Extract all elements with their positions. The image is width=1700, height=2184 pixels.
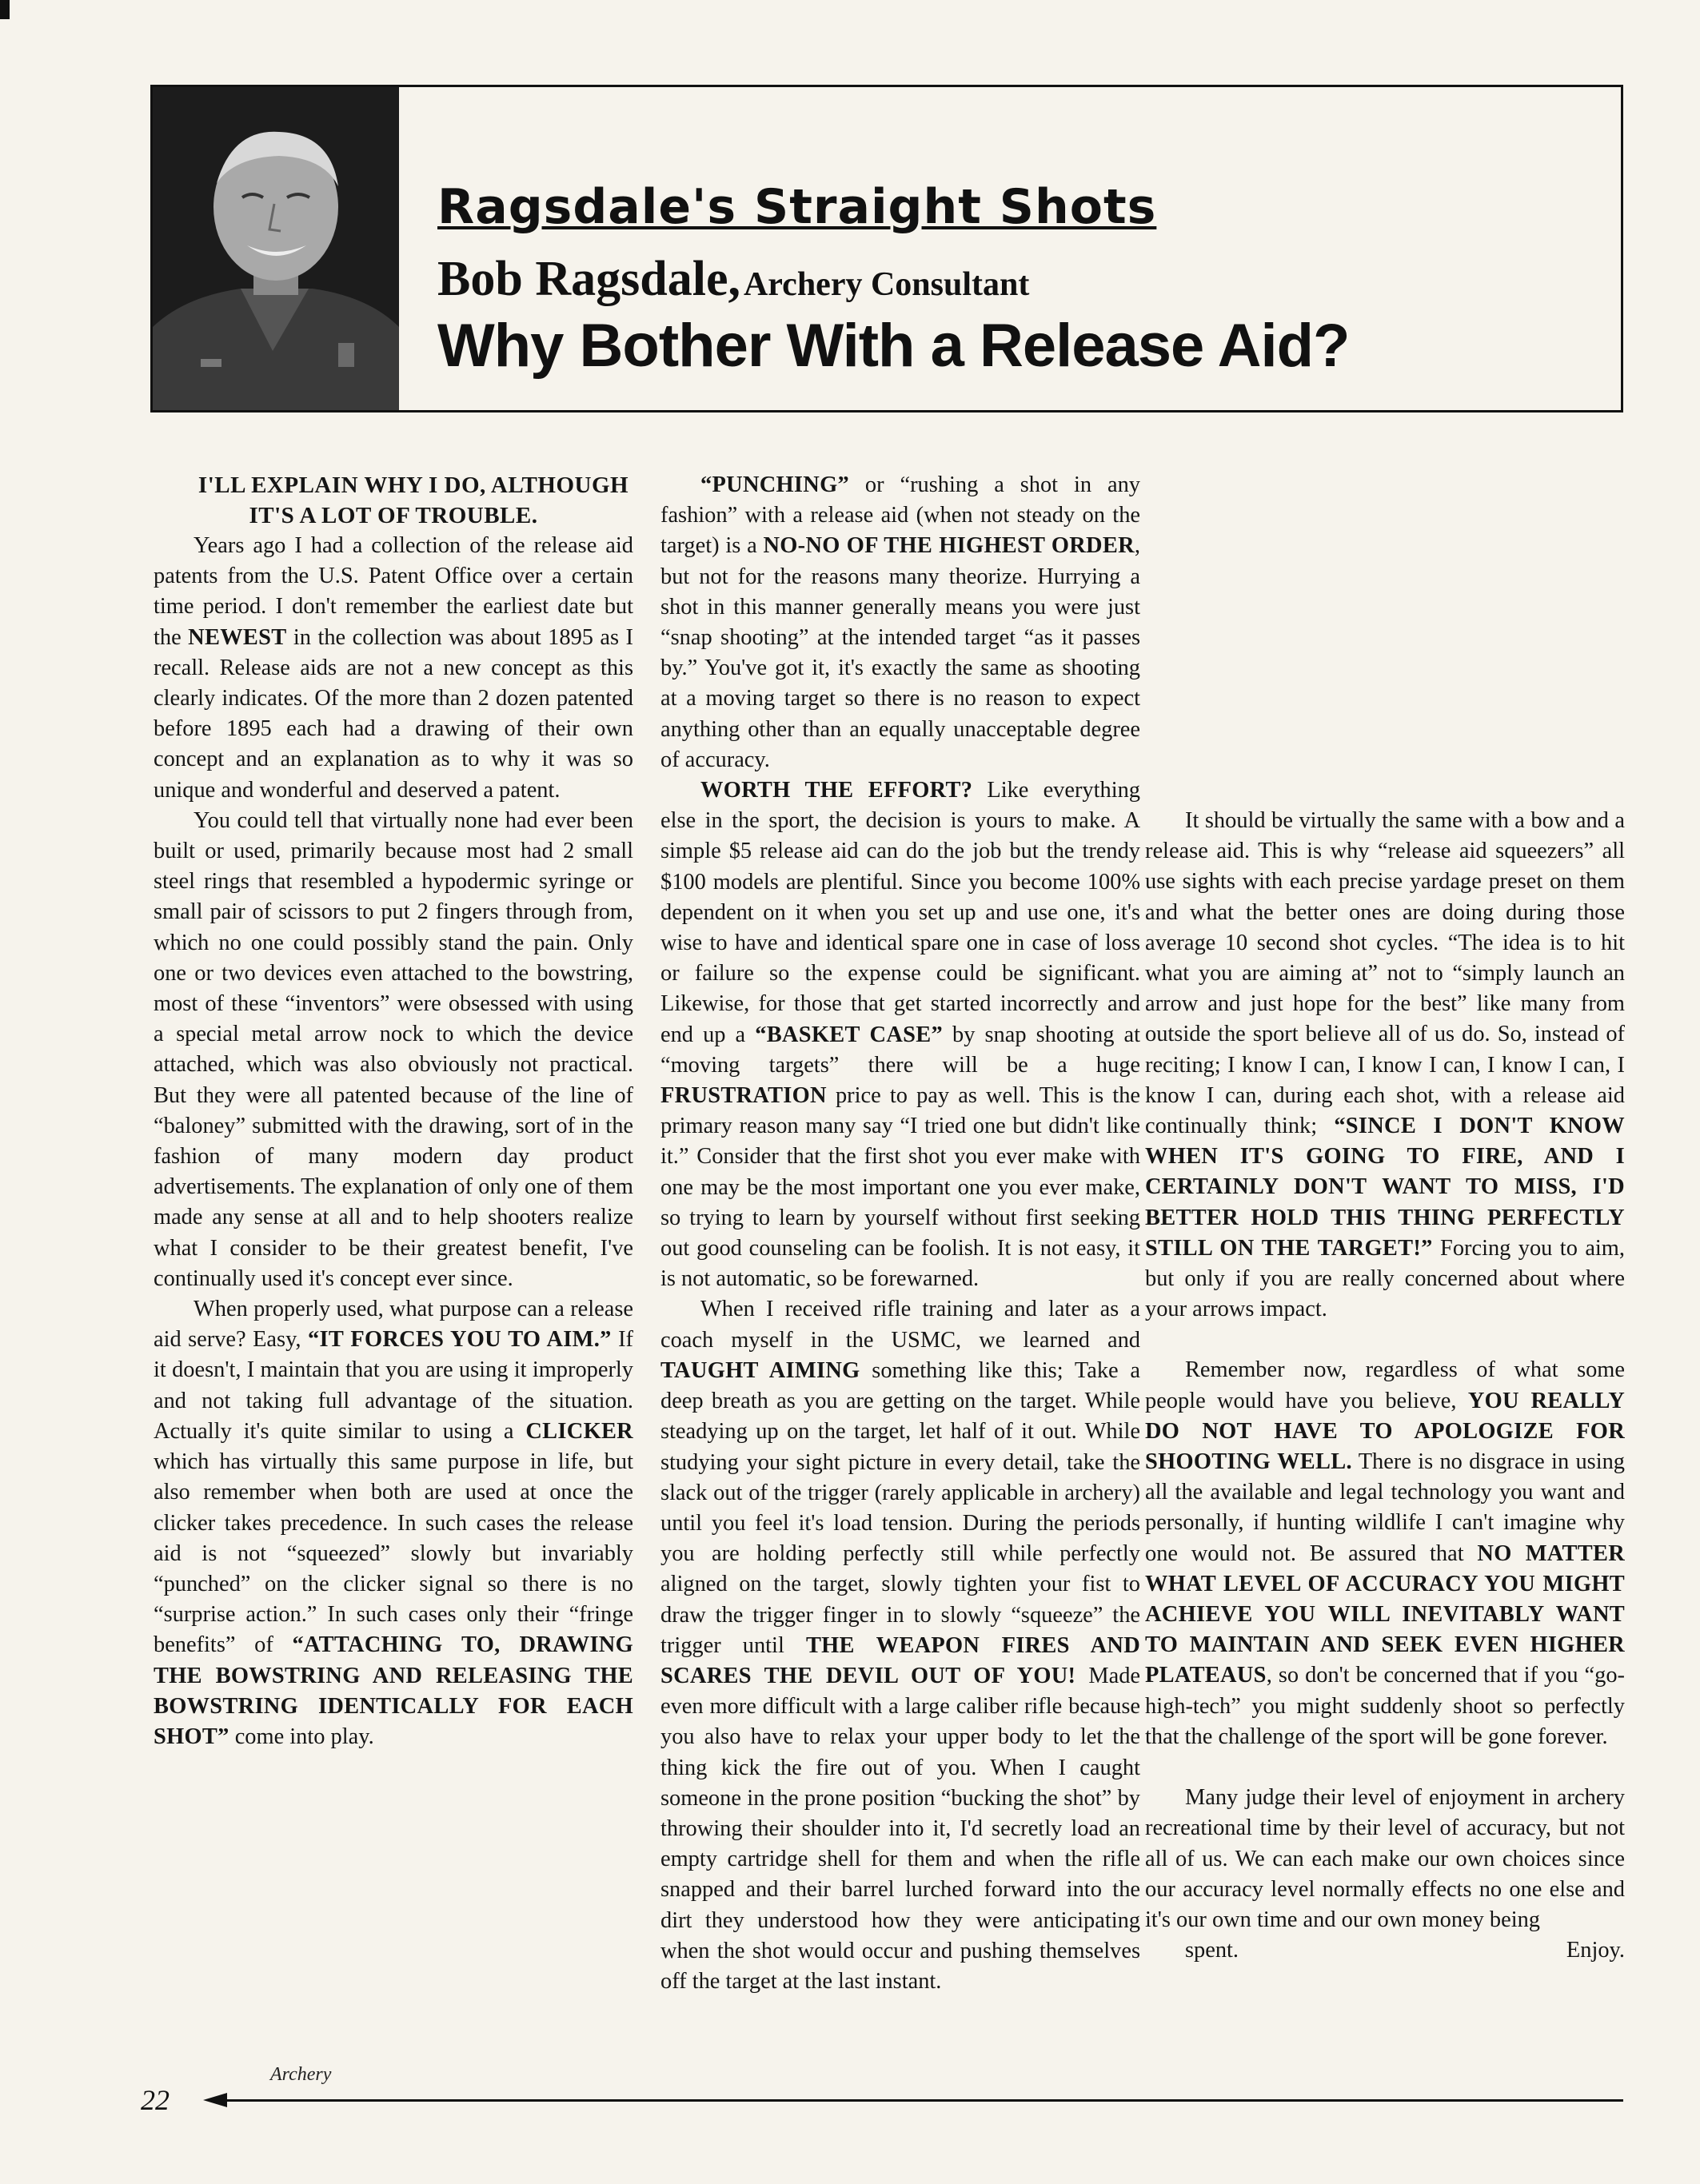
column-title: Ragsdale's Straight Shots — [437, 179, 1157, 235]
paragraph-7: It should be virtually the same with a bow and a release aid. This is why “release aid squeezers” all use sights with each precise yardage preset on them and what the better ones are doing during those average 10 second shot cycles. “The idea is to hit what you are aiming at” not to “simply launch an arrow and just hope for the best” like many from outside the sport believe all of us do. So, instead of reciting; I know I can, I know I can, I know I can, I know I can, during each shot, with a release aid continually think; “SINCE I DON'T KNOW WHEN IT'S GOING TO FIRE, AND I CERTAINLY DON'T WANT TO MISS, I'D BETTER HOLD THIS THING PERFECTLY STILL ON THE TARGET!” Forcing you to aim, but only if you are really concerned about where your arrows impact. — [1145, 808, 1625, 1322]
column-header — [150, 85, 1623, 412]
article-subhead: I'LL EXPLAIN WHY I DO, ALTHOUGH IT'S A LOT OF TROUBLE. — [198, 472, 629, 528]
corner-registration-mark — [0, 0, 10, 19]
paragraph-9: Many judge their level of enjoyment in archery recreational time by their level of accuracy, but not all of us. We can each make our own choices since our accuracy level normally effects no one else and it's our own time and our own money being — [1145, 1785, 1625, 1932]
magazine-name: Archery — [270, 2064, 332, 2085]
paragraph-3: When properly used, what purpose can a release aid serve? Easy, “IT FORCES YOU TO AIM.” If it doesn't, I maintain that you are using it improperly and not taking full advantage of the situation. Actually it's quite similar to using a CLICKER which has virtually this same purpose in life, but also remember when both are used at once the clicker takes precedence. In such cases the release aid is not “squeezed” slowly but invariably “punched” on the clicker signal so there is no “surprise action.” In such cases only their “fringe benefits” of “ATTACHING TO, DRAWING THE BOWSTRING AND RELEASING THE BOWSTRING IDENTICALLY FOR EACH SHOT” come into play. — [154, 1297, 634, 1749]
sign-off-line — [1145, 1935, 1625, 1966]
author-photo — [153, 87, 399, 410]
byline — [437, 251, 1029, 308]
article-column-2 — [660, 470, 1140, 1997]
paragraph-6: When I received rifle training and later as a coach myself in the USMC, we learned and TAUGHT AIMING something like this; Take a deep breath as you are getting on the target. While steadying up on the target, let half of it out. While studying your sight picture in every detail, take the slack out of the trigger (rarely applicable in archery) until you feel it's load tension. During the periods you are holding perfectly still while perfectly aligned on the target, slowly tighten your fist to draw the trigger finger in to slowly “squeeze” the trigger until THE WEAPON FIRES AND SCARES THE DEVIL OUT OF YOU! Made even more difficult with a large caliber rifle because you also have to relax your upper body to let the thing kick the fire out of you. When I caught someone in the prone position “bucking the shot” by throwing their shoulder into it, I'd secretly load an empty cartridge shell for them and when the rifle snapped and their barrel lurched forward into the dirt they understood how they were anticipating when the shot would occur and pushing themselves off the target at the last instant. — [660, 1297, 1140, 1994]
author-portrait-image — [153, 87, 399, 410]
article-headline: Why Bother With a Release Aid? — [437, 312, 1350, 380]
closing-word: spent. — [1185, 1938, 1239, 1963]
paragraph-2: You could tell that virtually none had ever been built or used, primarily because most had 2 small steel rings that resembled a hypodermic syringe or small pair of scissors to put 2 fingers through from, which no one could possibly stand the pain. Only one or two devices even attached to the bowstring, most of these “inventors” were obsessed with using a special metal arrow nock to which the device attached, which was also obviously not practical. But they were all patented because of the line of “baloney” submitted with the drawing, sort of in the fashion of many modern day product advertisements. The explanation of only one of them made any sense at all and to help shooters realize what I consider to be their greatest benefit, I've continually used it's concept ever since. — [154, 807, 633, 1291]
author-role: Archery Consultant — [743, 266, 1030, 303]
paragraph-4: “PUNCHING” or “rushing a shot in any fashion” with a release aid (when not steady on the target) is a NO-NO OF THE HIGHEST ORDER, but not for the reasons many theorize. Hurrying a shot in this manner generally means you were just “snap shooting” at the intended target “as it passes by.” You've got it, it's exactly the same as shooting at a moving target so there is no reason to expect anything other than an equally unacceptable degree of accuracy. — [660, 472, 1141, 772]
paragraph-5: WORTH THE EFFORT? Like everything else in the sport, the decision is yours to make. A simple $5 release aid can do the job but the trendy $100 models are plentiful. Since you become 100% dependent on it when you set up and use one, it's wise to have and identical spare one in case of loss or failure so the expense could be significant. Likewise, for those that get started incorrectly and end up a “BASKET CASE” by snap shooting at “moving targets” there will be a huge FRUSTRATION price to pay as well. This is the primary reason many say “I tried one but didn't like it.” Consider that the first shot you ever make with one may be the most important one you ever make, so trying to learn by yourself without first seeking out good counseling can be foolish. It is not easy, it is not automatic, so be forewarned. — [660, 778, 1140, 1292]
footer-rule — [213, 2099, 1623, 2102]
article-column-1 — [154, 470, 633, 1752]
author-name: Bob Ragsdale, — [437, 252, 740, 306]
article-column-3 — [1145, 470, 1625, 1966]
page-number: 22 — [141, 2084, 170, 2116]
paragraph-8: Remember now, regardless of what some people would have you believe, YOU REALLY DO NOT HAVE TO APOLOGIZE FOR SHOOTING WELL. There is no disgrace in using all the available and legal technology you want and personally, if hunting wildlife I can't imagine why one would not. Be assured that NO MATTER WHAT LEVEL OF ACCURACY YOU MIGHT ACHIEVE YOU WILL INEVITABLY WANT TO MAINTAIN AND SEEK EVEN HIGHER PLATEAUS, so don't be concerned that if you “go-high-tech” you might suddenly shoot so perfectly that the challenge of the sport will be gone forever. — [1145, 1357, 1625, 1749]
paragraph-1: Years ago I had a collection of the release aid patents from the U.S. Patent Office over a certain time period. I don't remember the earliest date but the NEWEST in the collection was about 1895 as I recall. Release aids are not a new concept as this clearly indicates. Of the more than 2 dozen patented before 1895 each had a drawing of their own concept and an explanation as to why it was so unique and wonderful and deserved a patent. — [154, 533, 633, 803]
sign-off: Enjoy. — [1566, 1938, 1625, 1963]
